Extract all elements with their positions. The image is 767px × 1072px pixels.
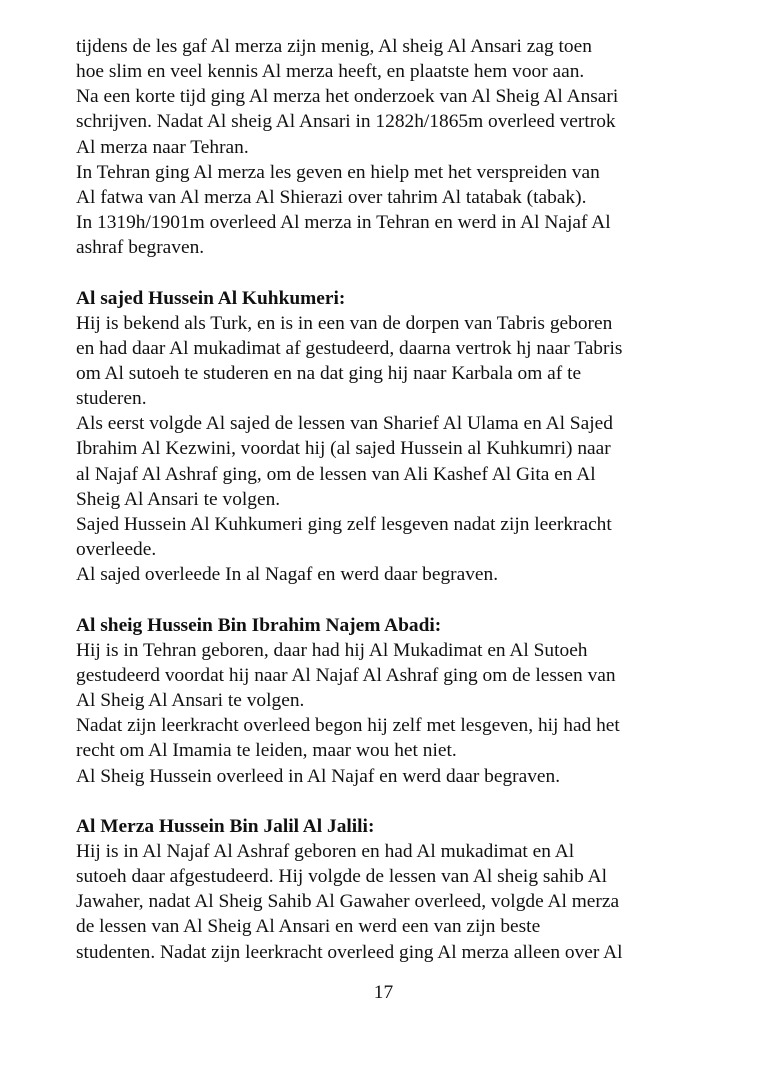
text-line: Sajed Hussein Al Kuhkumeri ging zelf lesgeven nadat zijn leerkracht	[76, 513, 612, 535]
text-line: tijdens de les gaf Al merza zijn menig, Al sheig Al Ansari zag toen	[76, 36, 592, 57]
text-line: recht om Al Imamia te leiden, maar wou het niet.	[76, 740, 457, 762]
text-line: en had daar Al mukadimat af gestudeerd, daarna vertrok hj naar Tabris	[76, 337, 623, 359]
page-number: 17	[373, 982, 394, 1003]
text-line: gestudeerd voordat hij naar Al Najaf Al Ashraf ging om de lessen van	[76, 664, 616, 686]
text-line: al Najaf Al Ashraf ging, om de lessen van Ali Kashef Al Gita en Al	[76, 463, 596, 485]
text-line: studenten. Nadat zijn leerkracht overleed ging Al merza alleen over Al	[76, 941, 623, 963]
text-line: Al fatwa van Al merza Al Shierazi over tahrim Al tatabak (tabak).	[76, 186, 587, 208]
text-line: Al merza naar Tehran.	[76, 136, 249, 158]
text-line: Al Sheig Hussein overleed in Al Najaf en werd daar begraven.	[76, 765, 561, 787]
text-line: In 1319h/1901m overleed Al merza in Tehran en werd in Al Najaf Al	[76, 212, 611, 234]
section-heading: Al sheig Hussein Bin Ibrahim Najem Abadi:	[76, 614, 442, 636]
text-line: Sheig Al Ansari te volgen.	[76, 488, 281, 510]
section-najem-abadi	[76, 613, 716, 789]
text-line: Nadat zijn leerkracht overleed begon hij zelf met lesgeven, hij had het	[76, 715, 620, 737]
text-line: de lessen van Al Sheig Al Ansari en werd een van zijn beste	[76, 916, 541, 938]
text-line: Na een korte tijd ging Al merza het onderzoek van Al Sheig Al Ansari	[76, 86, 619, 108]
section-jalili	[76, 814, 716, 965]
text-line: Hij is in Tehran geboren, daar had hij Al Mukadimat en Al Sutoeh	[76, 639, 588, 661]
text-line: Hij is bekend als Turk, en is in een van de dorpen van Tabris geboren	[76, 312, 613, 334]
text-line: om Al sutoeh te studeren en na dat ging hij naar Karbala om af te	[76, 363, 582, 385]
text-line: studeren.	[76, 388, 147, 410]
section-heading: Al Merza Hussein Bin Jalil Al Jalili:	[76, 815, 375, 837]
text-line: hoe slim en veel kennis Al merza heeft, en plaatste hem voor aan.	[76, 61, 585, 83]
text-line: ashraf begraven.	[76, 237, 205, 259]
text-line: Hij is in Al Najaf Al Ashraf geboren en had Al mukadimat en Al	[76, 840, 575, 862]
paragraph-gap	[76, 789, 716, 814]
text-line: Al Sheig Al Ansari te volgen.	[76, 690, 305, 712]
intro-paragraph	[76, 34, 716, 260]
section-heading: Al sajed Hussein Al Kuhkumeri:	[76, 287, 346, 309]
text-line: Al sajed overleede In al Nagaf en werd daar begraven.	[76, 564, 499, 586]
text-line: Ibrahim Al Kezwini, voordat hij (al sajed Hussein al Kuhkumri) naar	[76, 438, 611, 460]
text-line: sutoeh daar afgestudeerd. Hij volgde de lessen van Al sheig sahib Al	[76, 866, 607, 888]
paragraph-gap	[76, 260, 716, 285]
body-text	[76, 34, 716, 965]
text-line: Jawaher, nadat Al Sheig Sahib Al Gawaher overleed, volgde Al merza	[76, 891, 620, 913]
text-line: overleede.	[76, 539, 157, 561]
text-line: In Tehran ging Al merza les geven en hielp met het verspreiden van	[76, 161, 600, 183]
text-line: Als eerst volgde Al sajed de lessen van Sharief Al Ulama en Al Sajed	[76, 413, 613, 435]
text-line: schrijven. Nadat Al sheig Al Ansari in 1282h/1865m overleed vertrok	[76, 111, 616, 133]
paragraph-gap	[76, 587, 716, 612]
section-kuhkumeri	[76, 286, 716, 588]
